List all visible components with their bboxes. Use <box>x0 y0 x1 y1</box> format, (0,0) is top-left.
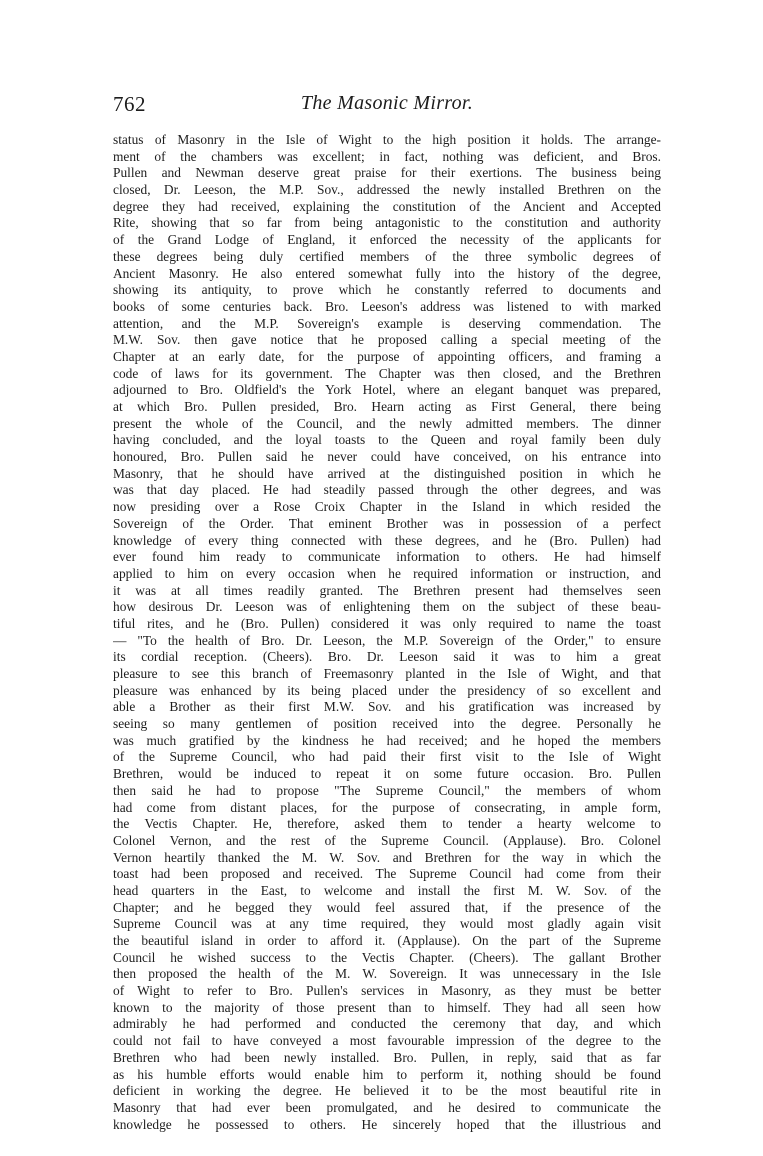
text-line: Chapter at an early date, for the purpose of appointing officers, and framing a <box>113 348 661 364</box>
text-line: closed, Dr. Leeson, the M.P. Sov., addressed the newly installed Brethren on the <box>113 182 661 198</box>
text-line: degree they had received, explaining the constitution of the Ancient and Accepted <box>113 198 661 214</box>
page-number: 762 <box>113 92 146 116</box>
text-line: the Vectis Chapter. He, therefore, asked them to tender a hearty welcome to <box>113 816 661 832</box>
text-line: Brethren, would be induced to repeat it on some future occasion. Bro. Pullen <box>113 766 661 782</box>
text-line: as his humble efforts would enable him to perform it, nothing should be found <box>113 1066 661 1082</box>
text-line: deficient in working the degree. He believed it to be the most beautiful rite in <box>113 1083 661 1099</box>
text-line: — "To the health of Bro. Dr. Leeson, the M.P. Sovereign of the Order," to ensure <box>113 632 661 648</box>
text-line: of the Supreme Council, who had paid their first visit to the Isle of Wight <box>113 749 661 765</box>
text-line: tiful rites, and he (Bro. Pullen) considered it was only required to name the toast <box>113 615 661 631</box>
text-line: Vernon heartily thanked the M. W. Sov. and Brethren for the way in which the <box>113 849 661 865</box>
text-line: at which Bro. Pullen presided, Bro. Hearn acting as First General, there being <box>113 399 661 414</box>
text-line: of the Grand Lodge of England, it enforced the necessity of the applicants for <box>113 232 661 248</box>
text-line: ment of the chambers was excellent; in fact, nothing was deficient, and Bros. <box>113 148 661 164</box>
running-title: The Masonic Mirror. <box>300 92 474 114</box>
text-line: ever found him ready to communicate information to others. He had himself <box>113 549 661 565</box>
text-line: admirably he had performed and conducted the ceremony that day, and which <box>113 1016 661 1032</box>
text-line: adjourned to Bro. Oldfield's the York Hotel, where an elegant banquet was prepared, <box>113 382 661 398</box>
text-line: was that day placed. He had steadily passed through the other degrees, and was <box>113 482 661 498</box>
text-line: books of some centuries back. Bro. Leeson's address was listened to with marked <box>113 298 661 314</box>
text-line: toast had been proposed and received. The Supreme Council had come from their <box>113 866 661 882</box>
text-line: Council he wished success to the Vectis Chapter. (Cheers). The gallant Brother <box>113 949 661 965</box>
text-line: showing its antiquity, to prove which he constantly referred to documents and <box>113 282 661 298</box>
text-line: the beautiful island in order to afford it. (Applause). On the part of the Supreme <box>113 933 661 948</box>
text-line: Supreme Council was at any time required, they would most gladly again visit <box>113 916 661 932</box>
text-line: was much gratified by the kindness he had received; and he hoped the members <box>113 732 661 748</box>
text-line: Masonry, that he should have arrived at the distinguished position in which he <box>113 465 661 481</box>
text-line: having concluded, and the loyal toasts to the Queen and royal family been duly <box>113 432 661 448</box>
text-line: now presiding over a Rose Croix Chapter in the Island in which resided the <box>113 499 661 515</box>
text-line: head quarters in the East, to welcome and install the first M. W. Sov. of the <box>113 882 661 898</box>
text-line: Chapter; and he begged they would feel assured that, if the presence of the <box>113 899 661 915</box>
page-header <box>113 92 661 120</box>
text-line: these degrees being duly certified members of the three symbolic degrees of <box>113 248 661 264</box>
text-line: knowledge of every thing connected with these degrees, and he (Bro. Pullen) had <box>113 532 661 548</box>
text-line: then said he had to propose "The Supreme Council," the members of whom <box>113 782 661 798</box>
text-line: Brethren who had been newly installed. Bro. Pullen, in reply, said that as far <box>113 1049 661 1065</box>
text-line: Pullen and Newman deserve great praise for their exertions. The business being <box>113 165 661 181</box>
text-line: honoured, Bro. Pullen said he never could have conceived, on his entrance into <box>113 449 661 465</box>
text-line: pleasure to see this branch of Freemasonry planted in the Isle of Wight, and that <box>113 666 661 681</box>
text-line: Masonry that had ever been promulgated, and he desired to communicate the <box>113 1099 661 1115</box>
text-line: could not fail to have conveyed a most favourable impression of the degree to the <box>113 1033 661 1049</box>
text-line: then proposed the health of the M. W. Sovereign. It was unnecessary in the Isle <box>113 966 661 982</box>
text-line: seeing so many gentlemen of position received into the degree. Personally he <box>113 716 661 732</box>
text-line: status of Masonry in the Isle of Wight to the high position it holds. The arrange- <box>113 132 661 147</box>
text-line: knowledge he possessed to others. He sincerely hoped that the illustrious and <box>113 1116 661 1132</box>
text-line: known to the majority of those present than to himself. They had all seen how <box>113 999 661 1015</box>
text-line: M.W. Sov. then gave notice that he proposed calling a special meeting of the <box>113 332 661 348</box>
text-line: Colonel Vernon, and the rest of the Supreme Council. (Applause). Bro. Colonel <box>113 832 661 848</box>
text-line: how desirous Dr. Leeson was of enlightening them on the subject of these beau- <box>113 599 661 615</box>
article-body <box>113 132 661 1133</box>
text-line: had come from distant places, for the purpose of consecrating, in ample form, <box>113 799 661 815</box>
text-line: pleasure was enhanced by its being placed under the presidency of so excellent and <box>113 682 661 698</box>
text-line: Ancient Masonry. He also entered somewhat fully into the history of the degree, <box>113 265 661 281</box>
text-line: Rite, showing that so far from being antagonistic to the constitution and authority <box>113 215 661 231</box>
text-line: it was at all times readily granted. The Brethren present had themselves seen <box>113 582 661 598</box>
text-line: present the whole of the Council, and the newly admitted members. The dinner <box>113 415 661 431</box>
text-line: applied to him on every occasion when he required information or instruction, and <box>113 565 661 581</box>
text-line: code of laws for its government. The Chapter was then closed, and the Brethren <box>113 365 661 381</box>
text-line: its cordial reception. (Cheers). Bro. Dr. Leeson said it was to him a great <box>113 649 661 665</box>
text-line: able a Brother as their first M.W. Sov. and his gratification was increased by <box>113 699 661 715</box>
text-line: attention, and the M.P. Sovereign's example is deserving commendation. The <box>113 315 661 331</box>
text-line: of Wight to refer to Bro. Pullen's services in Masonry, as they must be better <box>113 983 661 999</box>
text-line: Sovereign of the Order. That eminent Brother was in possession of a perfect <box>113 515 661 531</box>
